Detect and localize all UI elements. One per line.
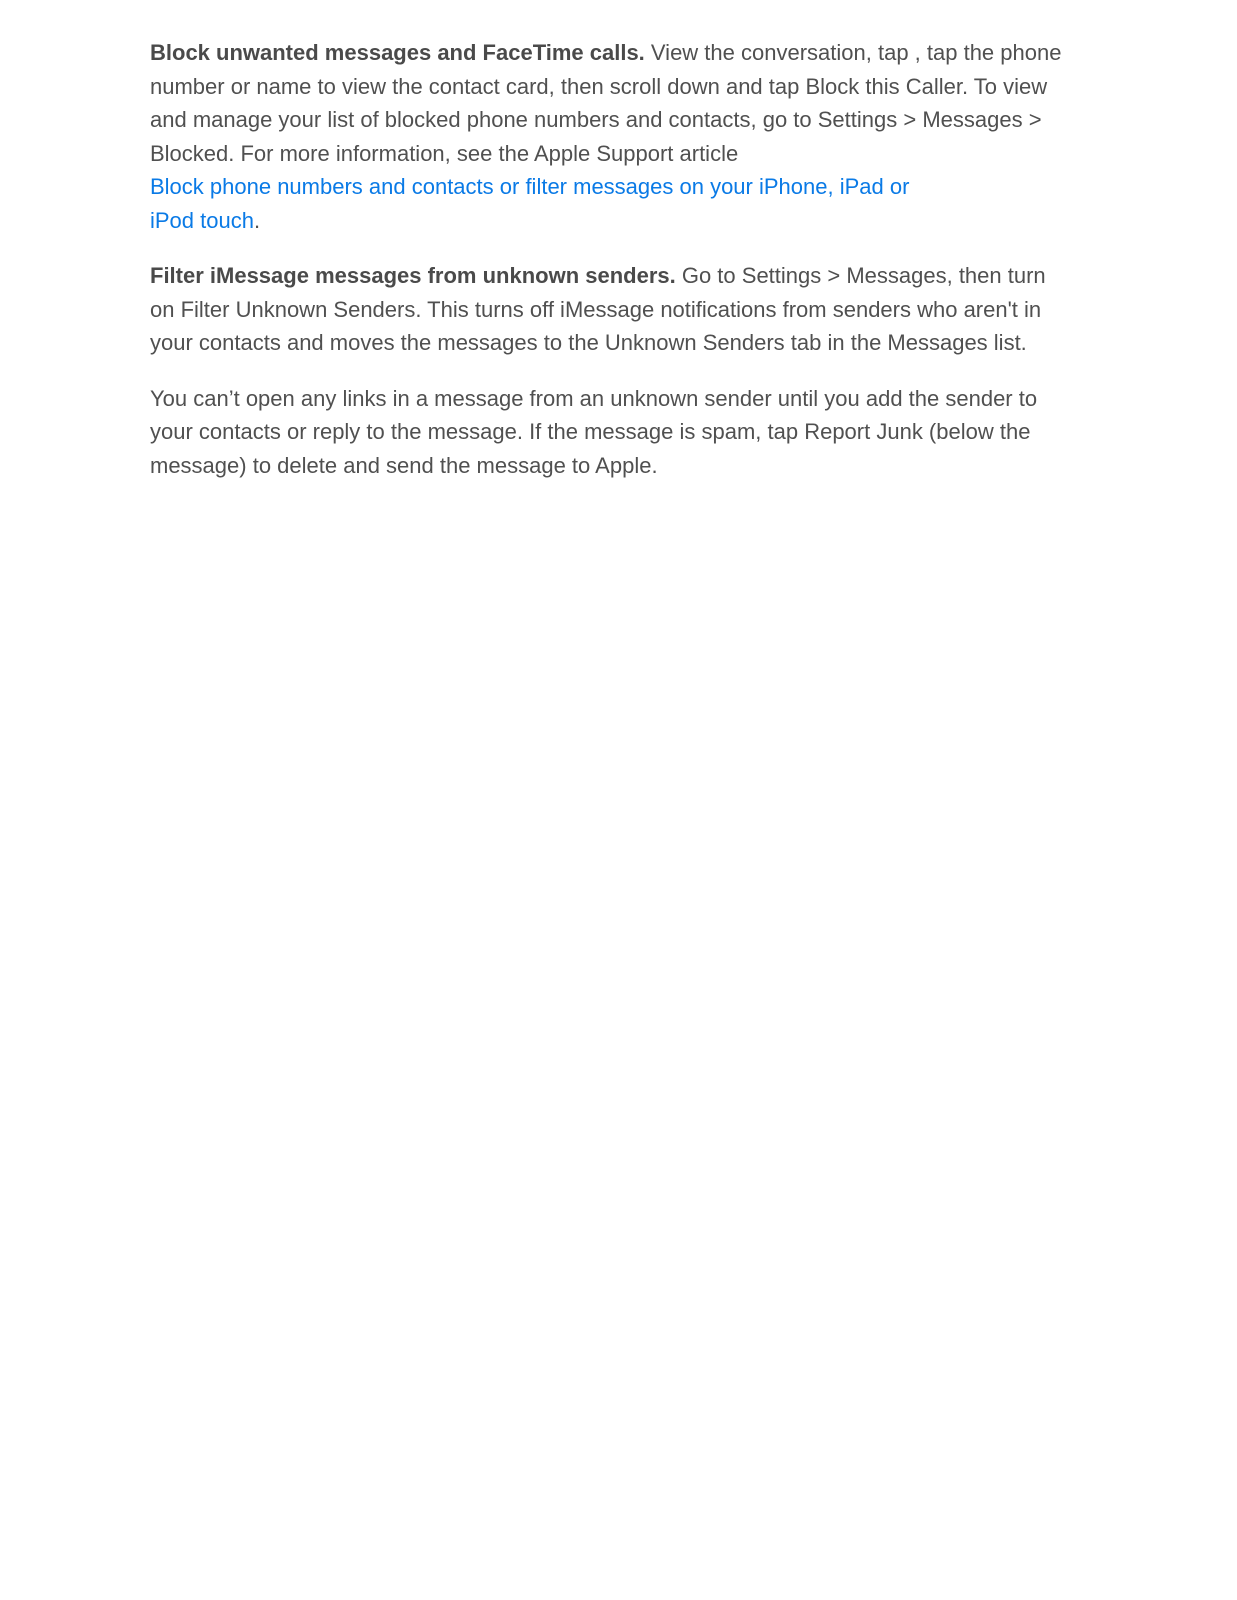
filter-unknown-senders-heading: Filter iMessage messages from unknown senders. xyxy=(150,263,676,288)
filter-unknown-senders-body: Go to Settings > Messages, then turn on Filter Unknown Senders. This turns off iMessage notifications from senders who aren't in your contacts and moves the messages to the Unknown Senders tab in the Messages list. xyxy=(150,263,1046,355)
unknown-sender-links-body: You can’t open any links in a message from an unknown sender until you add the sender to your contacts or reply to the message. If the message is spam, tap Report Junk (below the message) to delete and send the message to Apple. xyxy=(150,385,1038,478)
unknown-sender-links-paragraph xyxy=(150,382,1075,483)
block-messages-paragraph xyxy=(150,36,1075,237)
document-page xyxy=(150,36,1075,504)
link-trailing-period: . xyxy=(253,207,261,233)
block-messages-body: View the conversation, tap , tap the phone number or name to view the contact card, then scroll down and tap Block this Caller. To view and manage your list of blocked phone numbers and contacts, go to Settings > Messages > Blocked. For more information, see the Apple Support article xyxy=(150,40,1062,166)
link-line-1: Block phone numbers and contacts or filter messages on your iPhone, iPad or xyxy=(150,174,910,199)
apple-support-article-link[interactable] xyxy=(150,170,1075,233)
link-line-2: iPod touch xyxy=(150,207,254,233)
filter-unknown-senders-paragraph xyxy=(150,259,1075,360)
block-messages-heading: Block unwanted messages and FaceTime calls. xyxy=(150,40,645,65)
